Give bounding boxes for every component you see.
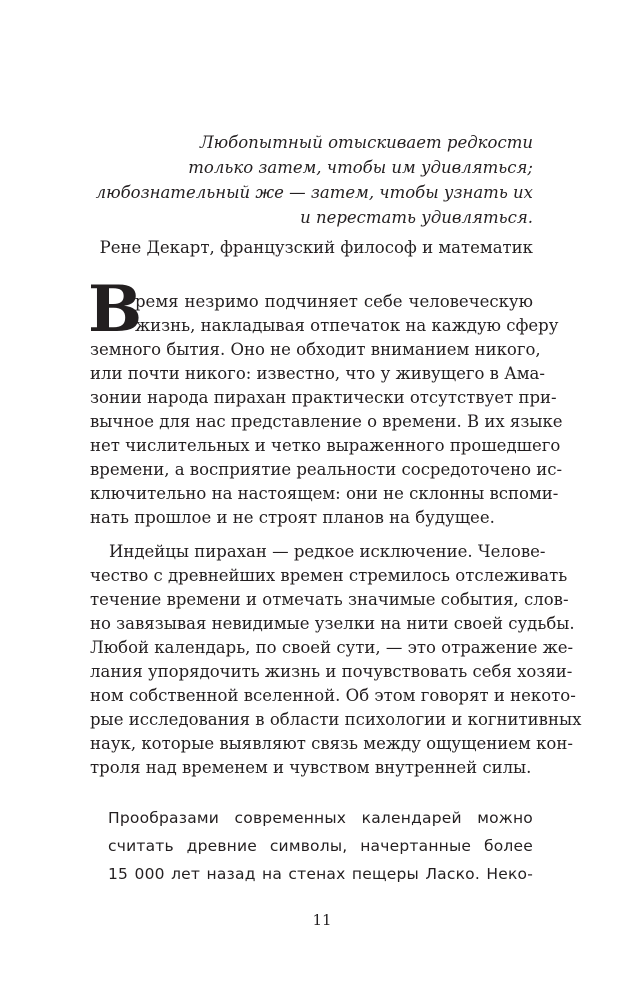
paragraph-line: нать прошлое и не строят планов на будущее.: [90, 508, 495, 527]
epigraph-line: только затем, чтобы им удивляться;: [188, 158, 533, 177]
paragraph-line: чество с древнейших времен стремилось отслеживать: [90, 566, 568, 585]
epigraph-attribution: Рене Декарт, французский философ и математик: [99, 238, 533, 257]
note-line: 15 000 лет назад на стенах пещеры Ласко. Неко-: [108, 865, 533, 883]
paragraph-line: времени, а восприятие реальности сосредоточено ис-: [90, 460, 563, 479]
note-line: считать древние символы, начертанные более: [108, 837, 533, 855]
paragraph-line: жизнь, накладывая отпечаток на каждую сферу: [135, 316, 559, 335]
epigraph-line: и перестать удивляться.: [300, 208, 533, 227]
paragraph-line: ремя незримо подчиняет себе человеческую: [135, 292, 533, 311]
epigraph-line: Любопытный отыскивает редкости: [199, 133, 533, 152]
paragraph-line: рые исследования в области психологии и когнитивных: [90, 710, 582, 729]
paragraph-line: троля над временем и чувством внутренней силы.: [90, 758, 532, 777]
paragraph-line: Индейцы пирахан — редкое исключение. Челове-: [109, 542, 546, 561]
paragraph-line: но завязывая невидимые узелки на нити своей судьбы.: [90, 614, 575, 633]
paragraph-line: вычное для нас представление о времени. В их языке: [90, 412, 563, 431]
paragraph-line: ном собственной вселенной. Об этом говорят и некото-: [90, 686, 576, 705]
paragraph-line: наук, которые выявляют связь между ощущением кон-: [90, 734, 573, 753]
epigraph: [90, 130, 533, 260]
paragraph-line: Любой календарь, по своей сути, — это отражение же-: [90, 638, 574, 657]
paragraph-line: зонии народа пирахан практически отсутствует при-: [90, 388, 557, 407]
paragraph-line: течение времени и отмечать значимые события, слов-: [90, 590, 569, 609]
paragraph-line: лания упорядочить жизнь и почувствовать себя хозяи-: [90, 662, 573, 681]
drop-cap: В: [88, 272, 143, 347]
paragraph-line: нет числительных и четко выраженного прошедшего: [90, 436, 561, 455]
paragraph-line: или почти никого: известно, что у живущего в Ама-: [90, 364, 545, 383]
page-number: 11: [312, 911, 332, 929]
paragraph-line: ключительно на настоящем: они не склонны вспоми-: [90, 484, 559, 503]
epigraph-line: любознательный же — затем, чтобы узнать их: [95, 183, 533, 202]
paragraph-line: земного бытия. Оно не обходит вниманием никого,: [90, 340, 541, 359]
note-line: Прообразами современных календарей можно: [108, 809, 533, 827]
